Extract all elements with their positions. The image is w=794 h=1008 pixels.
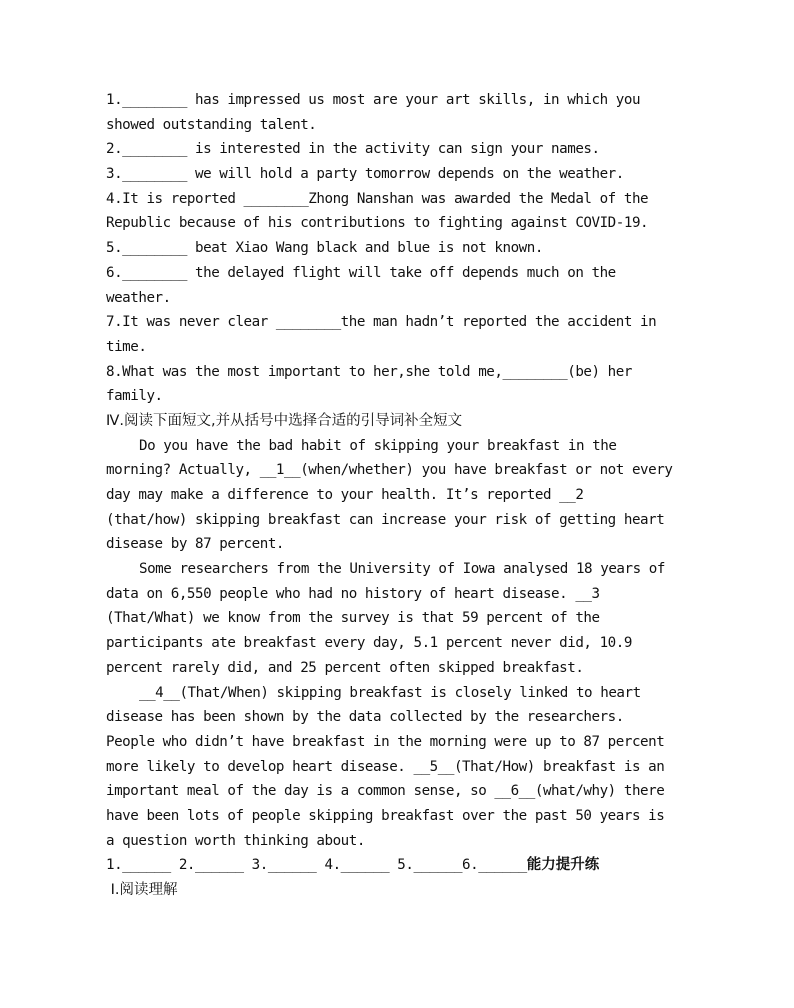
reading-comprehension-heading: Ⅰ.阅读理解 — [106, 882, 178, 898]
question-4-line-2: Republic because of his contributions to fighting against COVID-19. — [106, 215, 649, 232]
passage-line: participants ate breakfast every day, 5.1 percent never did, 10.9 — [106, 635, 632, 652]
passage-line: Do you have the bad habit of skipping your breakfast in the — [139, 437, 617, 454]
answer-blanks: 1.______ 2.______ 3.______ 4.______ 5.______6.______ — [106, 857, 527, 874]
question-2: 2.________ is interested in the activity can sign your names. — [106, 141, 600, 158]
answer-line — [106, 853, 686, 878]
passage-paragraph-1 — [106, 434, 686, 557]
passage-line: __4__(That/When) skipping breakfast is closely linked to heart — [139, 684, 641, 701]
question-1-line-2: showed outstanding talent. — [106, 116, 317, 133]
passage-line: Some researchers from the University of Iowa analysed 18 years of — [139, 561, 665, 578]
question-7-line-1: 7.It was never clear ________the man hadn’t reported the accident in — [106, 314, 657, 331]
passage-paragraph-3 — [106, 681, 686, 854]
passage-line: have been lots of people skipping breakfast over the past 50 years is — [106, 807, 665, 824]
passage-line: day may make a difference to your health. It’s reported __2 — [106, 487, 584, 503]
question-3: 3.________ we will hold a party tomorrow depends on the weather. — [106, 166, 624, 183]
passage-line: People who didn’t have breakfast in the morning were up to 87 percent — [106, 733, 665, 750]
passage-line: (that/how) skipping breakfast can increase your risk of getting heart — [106, 511, 665, 528]
question-8-line-1: 8.What was the most important to her,she told me,________(be) her — [106, 363, 632, 380]
ability-practice-heading: 能力提升练 — [526, 857, 600, 874]
passage-line: disease has been shown by the data collected by the researchers. — [106, 709, 624, 726]
exercise-list — [106, 88, 686, 409]
question-1-line-1: 1.________ has impressed us most are your art skills, in which you — [106, 92, 641, 108]
passage-line: disease by 87 percent. — [106, 536, 285, 553]
passage-line: percent rarely did, and 25 percent often skipped breakfast. — [106, 659, 584, 676]
question-8-line-2: family. — [106, 388, 163, 405]
question-6-line-2: weather. — [106, 289, 171, 306]
question-6-line-1: 6.________ the delayed flight will take off depends much on the — [106, 264, 616, 281]
passage-line: a question worth thinking about. — [106, 832, 365, 849]
question-4-line-1: 4.It is reported ________Zhong Nanshan was awarded the Medal of the — [106, 190, 649, 207]
question-7-line-2: time. — [106, 338, 147, 355]
passage-line: morning? Actually, __1__(when/whether) you have breakfast or not every — [106, 462, 673, 479]
question-5: 5.________ beat Xiao Wang black and blue is not known. — [106, 240, 543, 257]
passage-paragraph-2 — [106, 557, 686, 680]
section-4-heading: Ⅳ.阅读下面短文,并从括号中选择合适的引导词补全短文 — [106, 412, 463, 429]
passage-line: (That/What) we know from the survey is that 59 percent of the — [106, 610, 600, 627]
passage-line: data on 6,550 people who had no history of heart disease. __3 — [106, 585, 600, 602]
passage-line: more likely to develop heart disease. __5__(That/How) breakfast is an — [106, 758, 665, 775]
passage-line: important meal of the day is a common sense, so __6__(what/why) there — [106, 783, 665, 800]
